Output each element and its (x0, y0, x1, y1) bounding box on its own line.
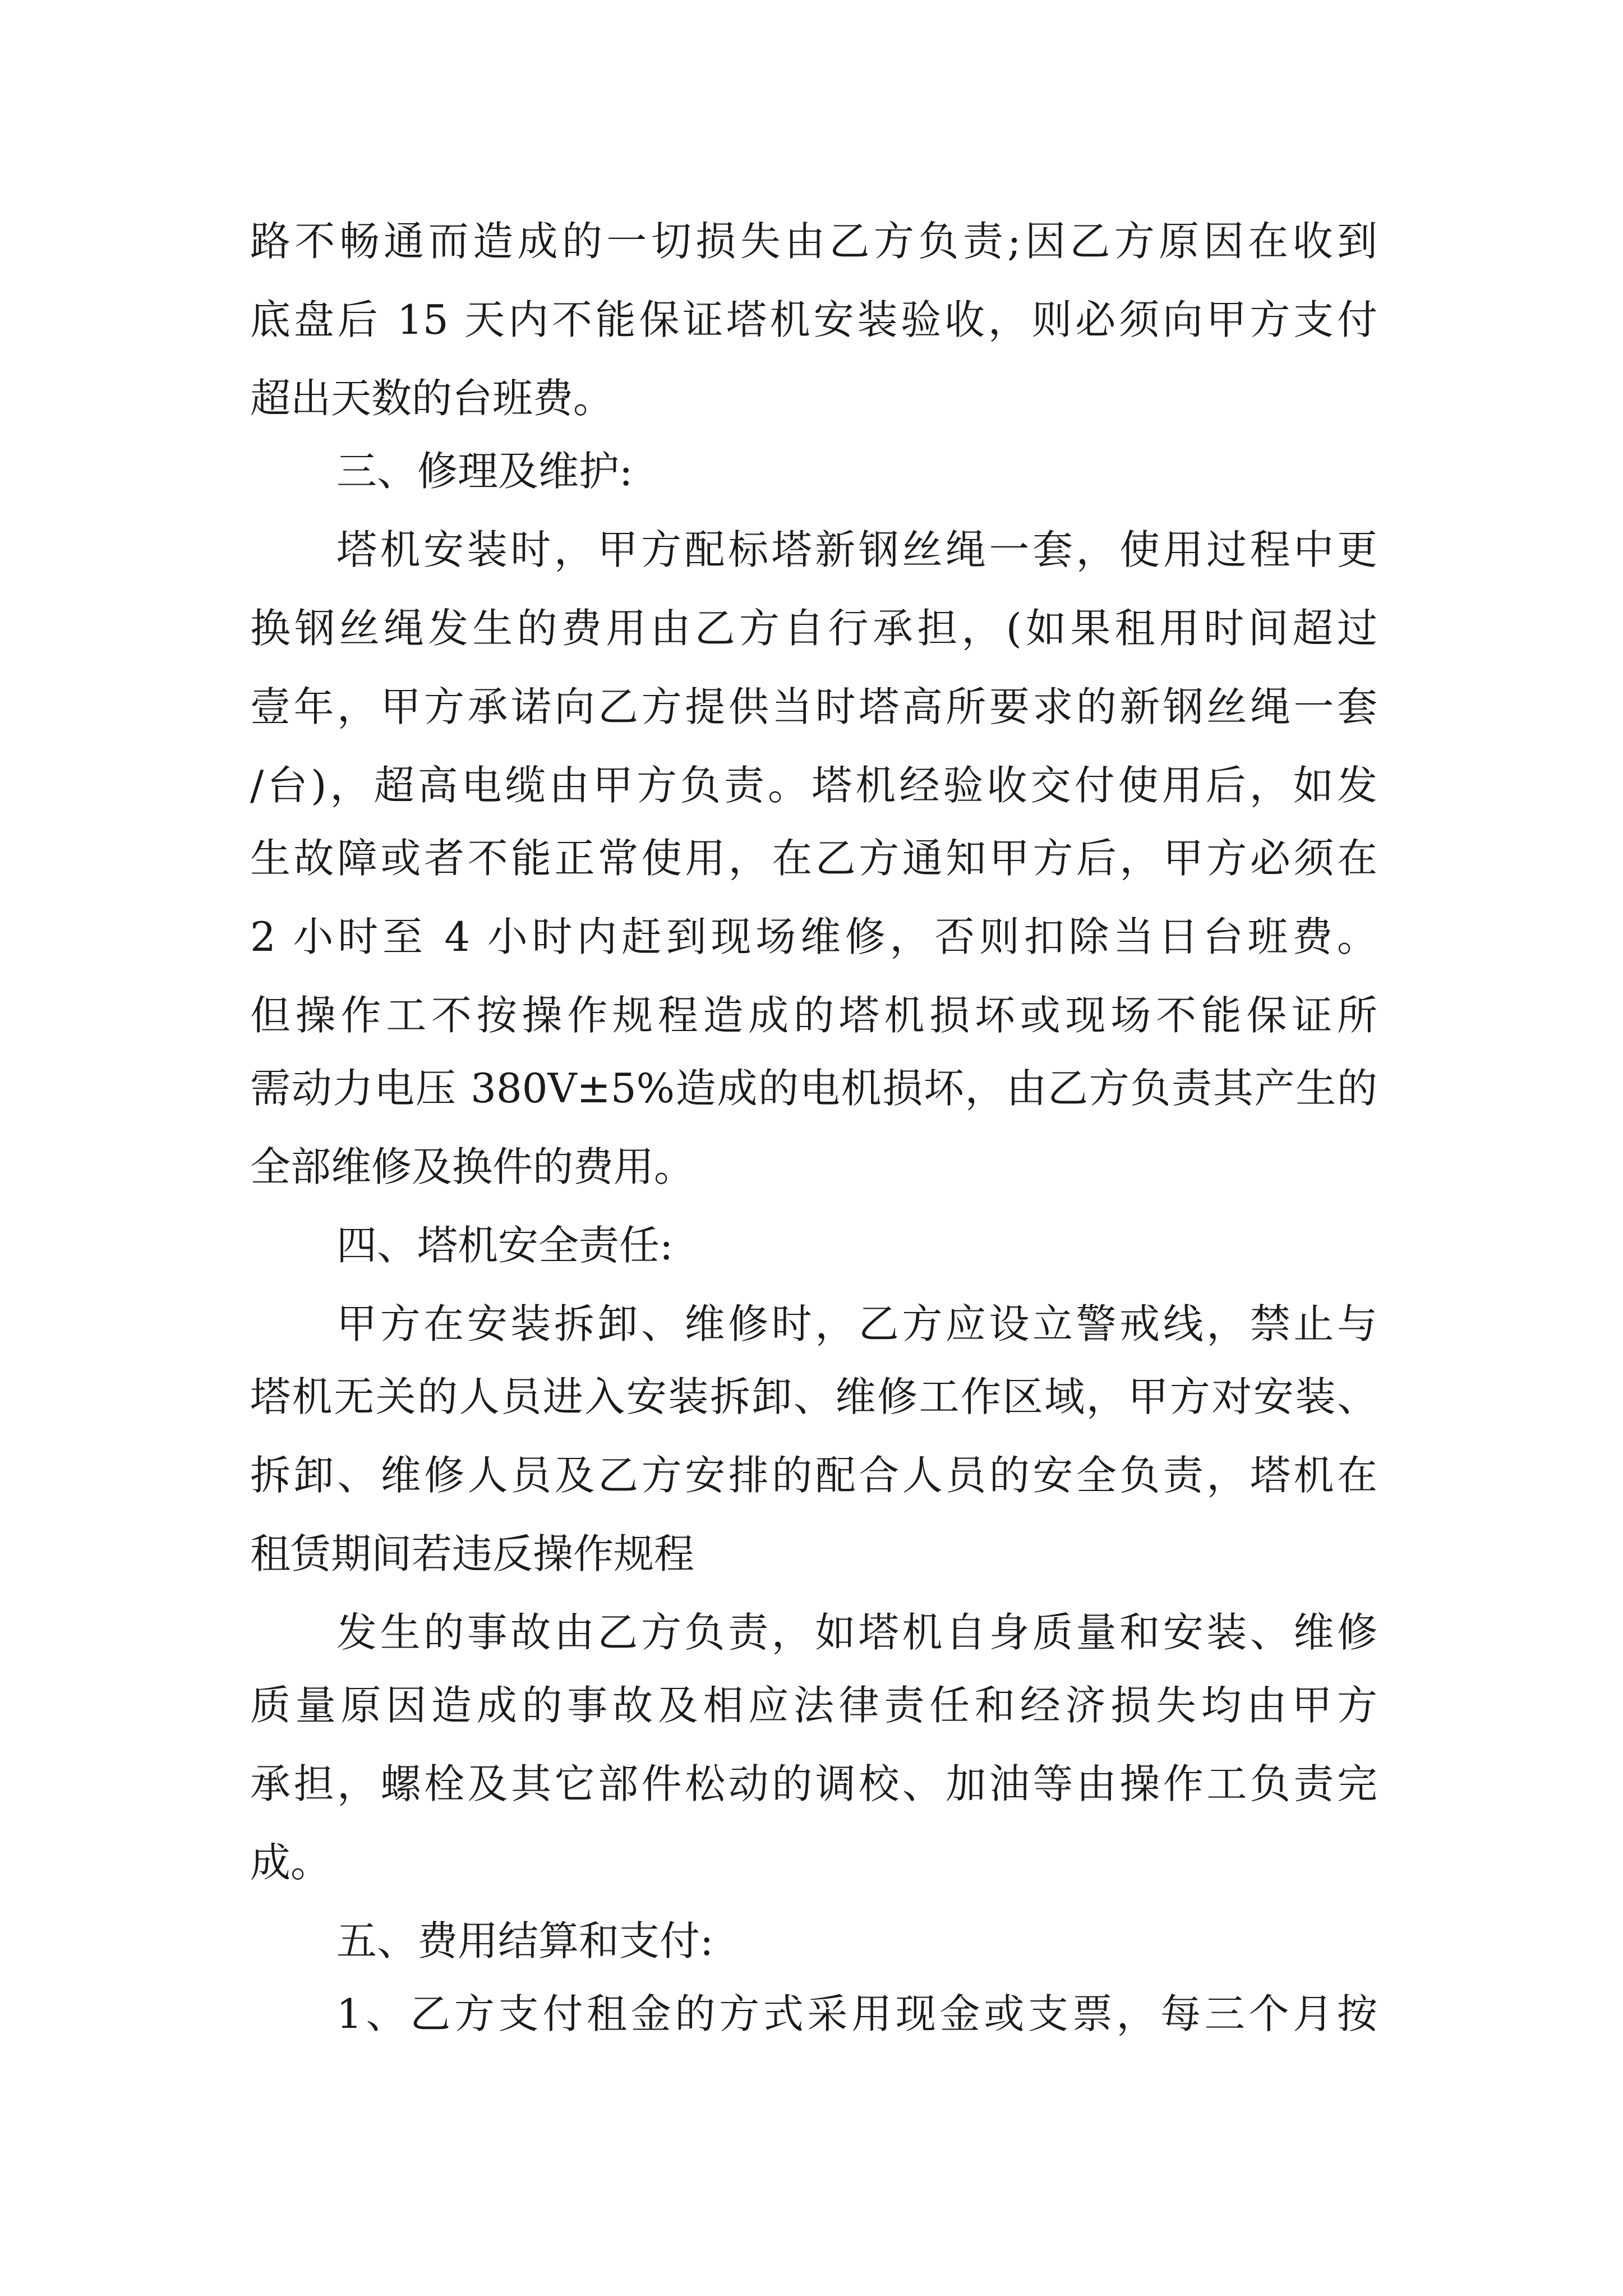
body-text-line: 塔机安装时，甲方配标塔新钢丝绳一套，使用过程中更 (336, 526, 1377, 573)
body-text-line: 承担，螺栓及其它部件松动的调校、加油等由操作工负责完 (250, 1760, 1377, 1807)
body-text-line: 路不畅通而造成的一切损失由乙方负责;因乙方原因在收到 (250, 218, 1377, 265)
section-heading: 五、费用结算和支付: (336, 1917, 714, 1964)
body-text-line: 拆卸、维修人员及乙方安排的配合人员的安全负责，塔机在 (250, 1452, 1377, 1499)
section-heading: 三、修理及维护: (336, 448, 633, 495)
section-heading: 四、塔机安全责任: (336, 1222, 674, 1269)
body-text-line: 质量原因造成的事故及相应法律责任和经济损失均由甲方 (250, 1682, 1377, 1729)
body-text-line: 租赁期间若违反操作规程 (250, 1530, 695, 1577)
body-text-line: 壹年，甲方承诺向乙方提供当时塔高所要求的新钢丝绳一套 (250, 683, 1377, 730)
body-text-line: 发生的事故由乙方负责，如塔机自身质量和安装、维修 (336, 1609, 1377, 1656)
body-text-line: 2 小时至 4 小时内赶到现场维修，否则扣除当日台班费。 (250, 913, 1377, 960)
body-text-line: 换钢丝绳发生的费用由乙方自行承担，(如果租用时间超过 (250, 605, 1377, 652)
body-text-line: 生故障或者不能正常使用，在乙方通知甲方后，甲方必须在 (250, 835, 1377, 882)
body-text-line: 成。 (250, 1839, 331, 1886)
body-text-line: 塔机无关的人员进入安装拆卸、维修工作区域，甲方对安装、 (250, 1373, 1377, 1420)
body-text-line: /台)，超高电缆由甲方负责。塔机经验收交付使用后，如发 (250, 762, 1377, 809)
body-text-line: 但操作工不按操作规程造成的塔机损坏或现场不能保证所 (250, 992, 1377, 1039)
body-text-line: 全部维修及换件的费用。 (250, 1143, 695, 1190)
body-text-line: 1、乙方支付租金的方式采用现金或支票，每三个月按 (336, 1990, 1377, 2037)
body-text-line: 需动力电压 380V±5%造成的电机损坏，由乙方负责其产生的 (250, 1065, 1377, 1112)
body-text-line: 甲方在安装拆卸、维修时，乙方应设立警戒线，禁止与 (336, 1300, 1377, 1347)
body-text-line: 底盘后 15 天内不能保证塔机安装验收，则必须向甲方支付 (250, 296, 1377, 343)
body-text-line: 超出天数的台班费。 (250, 375, 614, 422)
